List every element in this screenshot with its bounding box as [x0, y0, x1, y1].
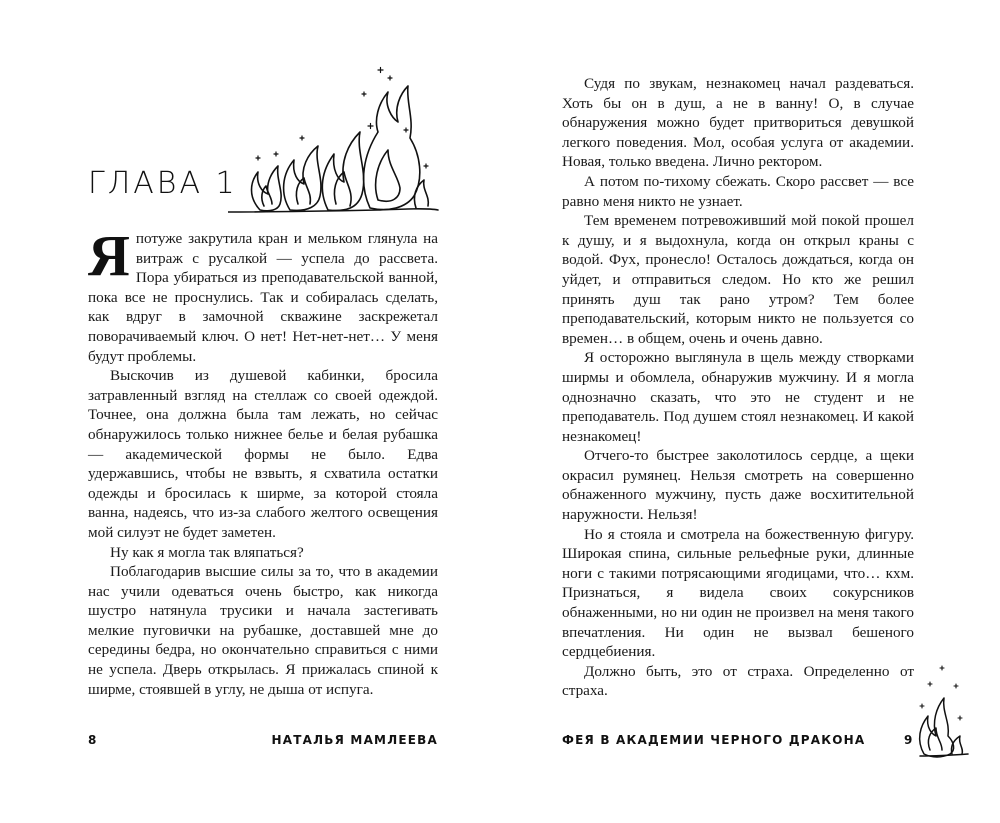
paragraph: Япотуже закрутила кран и мельком глянула на витраж с русалкой — успела до рассвета. Пора убираться из преподавательской ванной, пока все не проснулись. Так и собиралась сделать, как вдруг в замочной скважине заскрежетал поворачиваемый ключ. О нет! Нет-нет-нет… У меня будут проблемы. [88, 223, 438, 365]
running-head-author: НАТАЛЬЯ МАМЛЕЕВА [271, 733, 438, 747]
flames-ornament-icon [228, 62, 440, 222]
paragraph: Выскочив из душевой кабинки, бросила затравленный взгляд на стеллаж со своей одеждой. Точнее, она должна была там лежать, но сейчас обнаружилось только нижнее белье и белая рубашка — академической формы не было. Едва удержавшись, чтобы не взвыть, я схватила остатки одежды и бросилась к ширме, за которой стояла ванна, надеясь, что из-за слабого желтого освещения мой силуэт не будет заметен. [88, 367, 438, 541]
running-head-title: ФЕЯ В АКАДЕМИИ ЧЕРНОГО ДРАКОНА [562, 733, 866, 747]
paragraph: Судя по звукам, незнакомец начал раздеваться. Хоть бы он в душ, а не в ванну! О, в случае обнаружения можно будет притвориться девушкой легкого поведения. Мол, особая услуга от академии. Новая, только введена. Лично ректором. [562, 75, 914, 171]
paragraph: Должно быть, это от страха. Определенно от страха. [562, 662, 914, 700]
paragraph: Но я стояла и смотрела на божественную фигуру. Широкая спина, сильные рельефные руки, длинные ноги с такими потрясающими ягодицами, что… кхм. Признаться, я видела своих сокурсников обнаженными, но ни один не произвел на меня такого впечатления. Ни один не вызвал бешеного сердцебиения. [562, 525, 914, 661]
right-page [500, 0, 1000, 823]
page-number: 8 [88, 733, 98, 747]
paragraph: А потом по-тихому сбежать. Скоро рассвет — все равно меня никто не узнает. [562, 172, 914, 210]
paragraph: Отчего-то быстрее заколотилось сердце, а щеки окрасил румянец. Нельзя смотреть на совершенно обнаженного мужчину, пусть даже восхитительной наружности. Нельзя! [562, 447, 914, 524]
paragraph: Я осторожно выглянула в щель между створками ширмы и обомлела, обнаружив мужчину. И я могла однозначно сказать, что это не студент и не преподаватель. Под душем стоял незнакомец. И какой незнакомец! [562, 349, 914, 445]
right-body-text [562, 74, 914, 701]
small-flame-ornament-icon [910, 656, 972, 768]
left-body-text [88, 223, 438, 699]
paragraph: Тем временем потревоживший мой покой прошел к душу, и я выдохнула, когда он открыл краны с водой. Фух, пронесло! Осталось дождаться, когда он уйдет, и отправиться следом. Но кто же решил принять душ так рано утром? Тем более преподавательский, которым никто не пользуется со времен… в общем, очень и очень давно. [562, 212, 914, 347]
page-number: 9 [904, 733, 914, 747]
drop-cap: Я [88, 223, 130, 288]
paragraph: Поблагодарив высшие силы за то, что в академии нас учили одеваться очень быстро, как никогда шустро натянула трусики и начала застегивать мелкие пуговички на рубашке, доставшей мне до середины бедра, но окончательно справиться с ними не успела. Дверь открылась. Я прижалась спиной к ширме, стоявшей в углу, не дыша от испуга. [88, 563, 438, 698]
paragraph: Ну как я могла так вляпаться? [110, 543, 304, 561]
chapter-title: ГЛАВА 1 [88, 166, 238, 201]
